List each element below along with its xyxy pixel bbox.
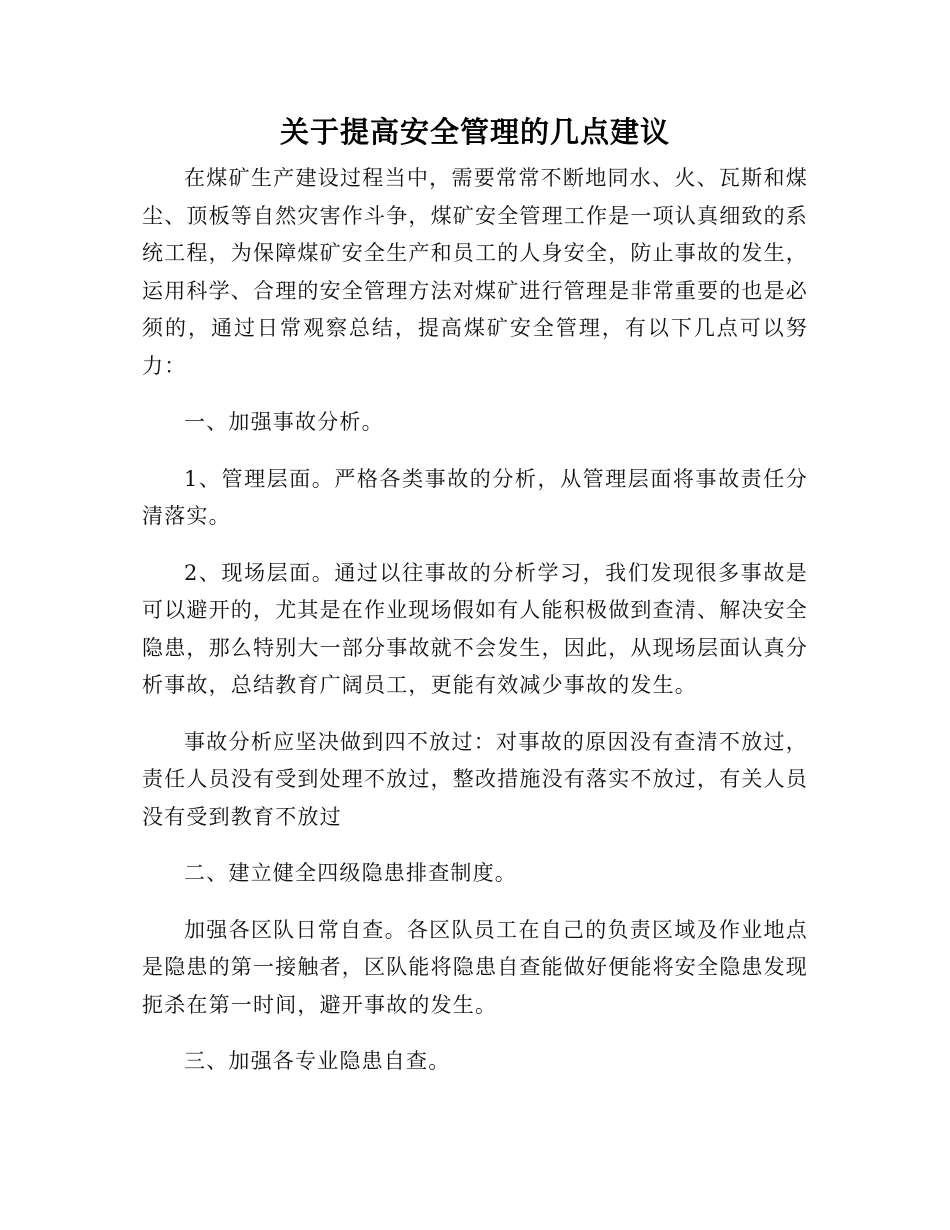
- paragraph-intro: 在煤矿生产建设过程当中，需要常常不断地同水、火、瓦斯和煤尘、顶板等自然灾害作斗争，煤矿安全管理工作是一项认真细致的系统工程，为保障煤矿安全生产和员工的人身安全，防止事故的发生，运用科学、合理的安全管理方法对煤矿进行管理是非常重要的也是必须的，通过日常观察总结，提高煤矿安全管理，有以下几点可以努力：: [142, 166, 808, 378]
- paragraph-team-self-check: 加强各区队日常自查。各区队员工在自己的负责区域及作业地点是隐患的第一接触者，区队能将隐患自查能做好便能将安全隐患发现扼杀在第一时间，避开事故的发生。: [142, 917, 808, 1017]
- section-heading-2: 二、建立健全四级隐患排查制度。: [184, 861, 517, 885]
- paragraph-management-level: 1、管理层面。严格各类事故的分析，从管理层面将事故责任分清落实。: [142, 466, 808, 528]
- paragraph-four-not-let-go: 事故分析应坚决做到四不放过：对事故的原因没有查清不放过，责任人员没有受到处理不放过，整改措施没有落实不放过，有关人员没有受到教育不放过: [142, 729, 808, 829]
- paragraph-site-level: 2、现场层面。通过以往事故的分析学习，我们发现很多事故是可以避开的，尤其是在作业现场假如有人能积极做到查清、解决安全隐患，那么特别大一部分事故就不会发生，因此，从现场层面认真分析事故，总结教育广阔员工，更能有效减少事故的发生。: [142, 560, 808, 697]
- section-heading-3: 三、加强各专业隐患自查。: [184, 1049, 451, 1073]
- section-heading-1: 一、加强事故分析。: [184, 410, 384, 434]
- document-title: 关于提高安全管理的几点建议: [279, 115, 670, 149]
- document-body: [142, 160, 808, 1100]
